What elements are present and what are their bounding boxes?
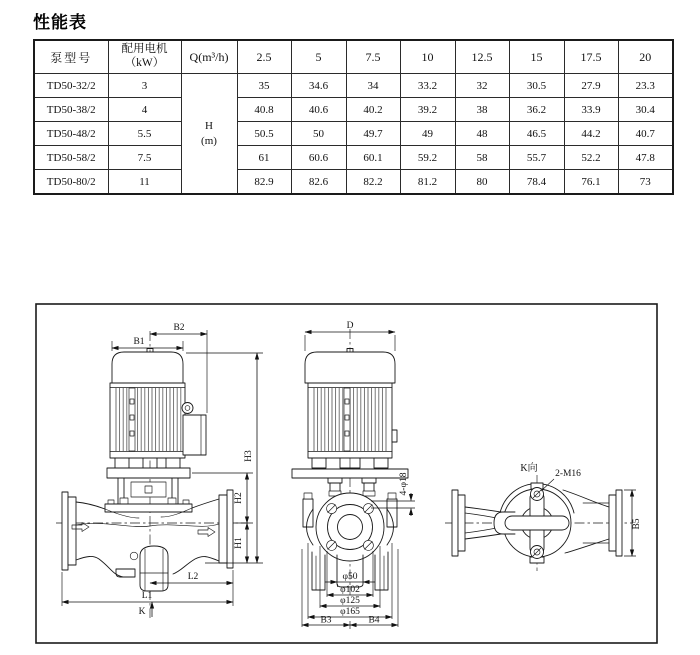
h-value-cell: 60.6	[291, 146, 346, 170]
h-value-cell: 40.2	[346, 98, 400, 122]
drain-boss	[140, 546, 168, 591]
flow-header-cell: 12.5	[455, 40, 509, 74]
h-value-cell: 34.6	[291, 74, 346, 98]
h-value-cell: 61	[237, 146, 291, 170]
dim-label-phi50: φ50	[342, 572, 358, 582]
col-header-motor-line2: （kW）	[124, 57, 165, 69]
h-value-cell: 50	[291, 122, 346, 146]
k-suction-flange	[452, 490, 458, 556]
dim-label-phi102: φ102	[340, 585, 360, 595]
terminal-box	[183, 415, 206, 455]
pump-k-view	[445, 461, 642, 571]
h-value-cell: 80	[455, 170, 509, 195]
h-value-cell: 47.8	[618, 146, 673, 170]
model-cell: TD50-80/2	[34, 170, 108, 195]
flow-header-cell: 17.5	[564, 40, 618, 74]
dim-label-b3: B3	[320, 615, 332, 626]
m16-boss-top	[531, 488, 544, 501]
k-discharge-flange	[616, 490, 622, 556]
h-value-cell: 33.9	[564, 98, 618, 122]
suction-flange	[62, 492, 68, 570]
lifting-eye	[182, 403, 193, 414]
flow-header-cell: 5	[291, 40, 346, 74]
model-cell: TD50-58/2	[34, 146, 108, 170]
dim-label-h2: H2	[234, 492, 244, 504]
power-cell: 3	[108, 74, 181, 98]
m16-boss-bottom	[531, 546, 544, 559]
h-value-cell: 30.5	[509, 74, 564, 98]
h-value-cell: 40.6	[291, 98, 346, 122]
flow-header-cell: 20	[618, 40, 673, 74]
rib-horizontal	[505, 516, 569, 530]
h-value-cell: 30.4	[618, 98, 673, 122]
h-value-cell: 46.5	[509, 122, 564, 146]
h-value-cell: 52.2	[564, 146, 618, 170]
head-unit-line1: H	[205, 119, 213, 132]
h-value-cell: 60.1	[346, 146, 400, 170]
side-ear-left	[303, 499, 313, 527]
thread-label-m16: 2-M16	[555, 469, 581, 479]
dim-label-k: K	[138, 607, 146, 617]
model-cell: TD50-32/2	[34, 74, 108, 98]
power-cell: 7.5	[108, 146, 181, 170]
dim-label-l1: L1	[141, 591, 153, 601]
h-value-cell: 82.6	[291, 170, 346, 195]
h-value-cell: 82.9	[237, 170, 291, 195]
h-value-cell: 44.2	[564, 122, 618, 146]
power-cell: 4	[108, 98, 181, 122]
col-header-motor-line1: 配用电机	[121, 43, 168, 56]
dim-label-phi125: φ125	[340, 596, 360, 606]
h-value-cell: 38	[455, 98, 509, 122]
dim-label-l2: L2	[187, 572, 199, 582]
flow-header-cell: 10	[400, 40, 455, 74]
power-cell: 5.5	[108, 122, 181, 146]
dimension-drawing	[35, 303, 658, 649]
h-value-cell: 49.7	[346, 122, 400, 146]
motor-side	[110, 349, 206, 469]
discharge-flange	[227, 490, 233, 568]
h-value-cell: 73	[618, 170, 673, 195]
side-ear-right	[387, 499, 397, 527]
h-value-cell: 40.7	[618, 122, 673, 146]
model-cell: TD50-48/2	[34, 122, 108, 146]
motor-front	[292, 349, 408, 497]
pump-flange-face	[316, 493, 384, 561]
col-header-motor	[108, 40, 181, 74]
page-title: 性能表	[33, 13, 87, 32]
h-value-cell: 40.8	[237, 98, 291, 122]
table-row	[34, 74, 673, 98]
h-value-cell: 49	[400, 122, 455, 146]
table-row	[34, 122, 673, 146]
flow-header-cell: 7.5	[346, 40, 400, 74]
dim-label-b1: B1	[133, 337, 145, 347]
table-row	[34, 98, 673, 122]
col-header-model: 泵型号	[34, 40, 108, 74]
h-value-cell: 82.2	[346, 170, 400, 195]
flow-header-cell: 15	[509, 40, 564, 74]
col-header-flow: Q(m³/h)	[181, 40, 237, 74]
pump-drawing-svg	[35, 303, 658, 644]
h-value-cell: 76.1	[564, 170, 618, 195]
dim-label-bolt-holes: 4-φ18	[399, 472, 409, 496]
model-cell: TD50-38/2	[34, 98, 108, 122]
h-value-cell: 50.5	[237, 122, 291, 146]
h-value-cell: 55.7	[509, 146, 564, 170]
h-value-cell: 27.9	[564, 74, 618, 98]
flow-header-cell: 2.5	[237, 40, 291, 74]
h-value-cell: 59.2	[400, 146, 455, 170]
h-value-cell: 35	[237, 74, 291, 98]
h-value-cell: 81.2	[400, 170, 455, 195]
pump-front-view	[292, 321, 415, 629]
head-unit-line2: (m)	[201, 134, 217, 147]
power-cell: 11	[108, 170, 181, 195]
h-value-cell: 58	[455, 146, 509, 170]
header-row	[34, 40, 673, 74]
plug-boss	[130, 552, 138, 560]
h-value-cell: 33.2	[400, 74, 455, 98]
lantern-bracket-side	[105, 468, 192, 512]
dim-label-phi165: φ165	[340, 607, 360, 617]
dim-label-b4: B4	[368, 615, 380, 626]
h-value-cell: 34	[346, 74, 400, 98]
dim-label-h3: H3	[244, 450, 254, 462]
h-value-cell: 39.2	[400, 98, 455, 122]
dim-label-b5: B5	[632, 518, 642, 530]
performance-table	[33, 39, 674, 195]
dim-label-b2: B2	[173, 323, 185, 333]
dim-label-h1: H1	[234, 537, 244, 549]
h-value-cell: 32	[455, 74, 509, 98]
pump-side-view	[56, 323, 263, 618]
h-value-cell: 23.3	[618, 74, 673, 98]
table-row	[34, 170, 673, 195]
h-value-cell: 36.2	[509, 98, 564, 122]
dim-label-d: D	[346, 321, 354, 331]
flow-arrow-out	[198, 528, 215, 537]
k-view-label: K向	[520, 463, 538, 474]
h-value-cell: 48	[455, 122, 509, 146]
h-value-cell: 78.4	[509, 170, 564, 195]
table-row	[34, 146, 673, 170]
head-unit-cell	[181, 74, 237, 195]
